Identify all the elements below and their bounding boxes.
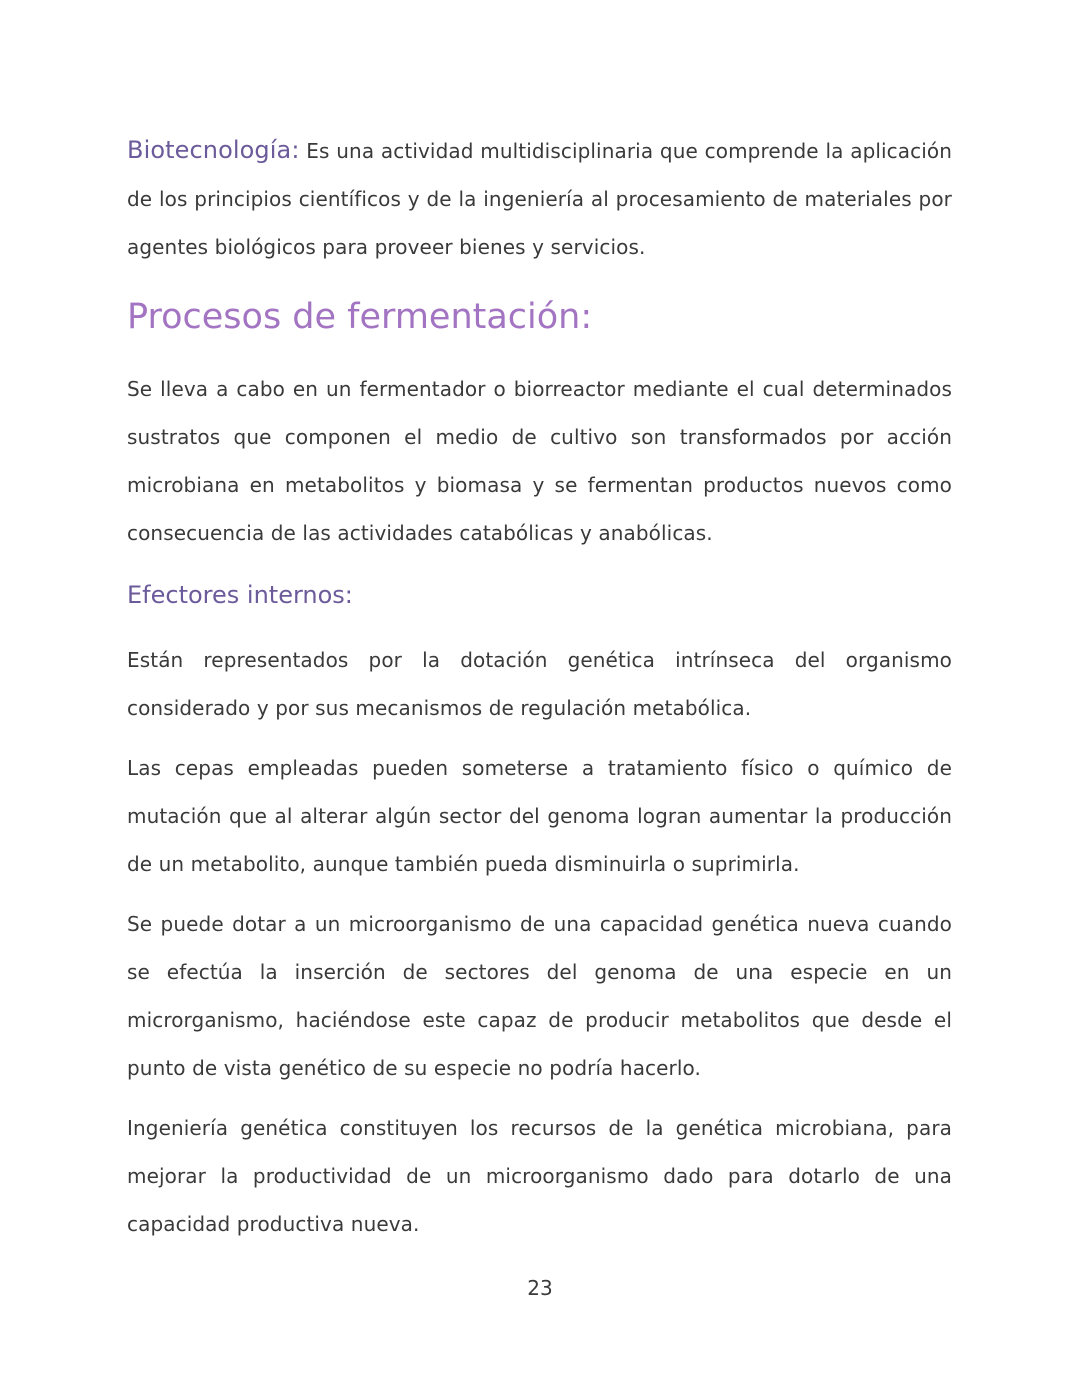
subsection-heading: Efectores internos: <box>127 581 353 609</box>
definition-text: Es una actividad multidisciplinaria que comprende la aplicación de los principios científicos y de la ingeniería al procesamiento de materiales por agentes biológicos para proveer bienes y servicios. <box>127 139 952 259</box>
subsection-paragraph-4: Ingeniería genética constituyen los recursos de la genética microbiana, para mejorar la productividad de un microorganismo dado para dotarlo de una capacidad productiva nueva. <box>127 1116 952 1236</box>
subsection-paragraph-1: Están representados por la dotación genética intrínseca del organismo considerado y por sus mecanismos de regulación metabólica. <box>127 648 952 720</box>
definition-term: Biotecnología: <box>127 136 300 164</box>
section-heading: Procesos de fermentación: <box>127 297 593 337</box>
subsection-paragraph-3: Se puede dotar a un microorganismo de una capacidad genética nueva cuando se efectúa la inserción de sectores del genoma de una especie en un microrganismo, haciéndose este capaz de producir metabolitos que desde el punto de vista genético de su especie no podría hacerlo. <box>127 912 952 1080</box>
document-page <box>127 126 952 1248</box>
definition-paragraph <box>127 126 952 271</box>
section-paragraph: Se lleva a cabo en un fermentador o biorreactor mediante el cual determinados sustratos que componen el medio de cultivo son transformados por acción microbiana en metabolitos y biomasa y se fermentan productos nuevos como consecuencia de las actividades catabólicas y anabólicas. <box>127 377 952 545</box>
page-number: 23 <box>527 1276 553 1300</box>
subsection-paragraph-2: Las cepas empleadas pueden someterse a tratamiento físico o químico de mutación que al alterar algún sector del genoma logran aumentar la producción de un metabolito, aunque también pueda disminuirla o suprimirla. <box>127 756 952 876</box>
